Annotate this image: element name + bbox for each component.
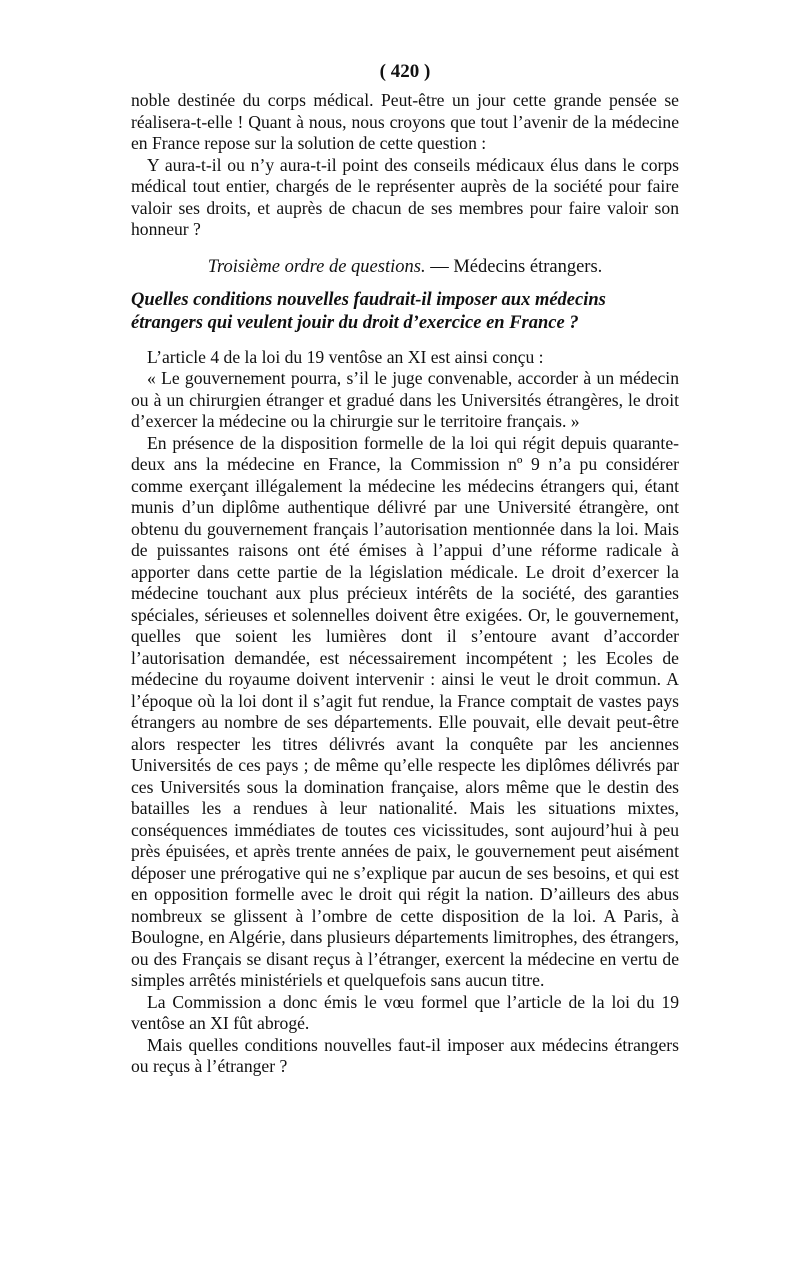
- paragraph-article-intro: L’article 4 de la loi du 19 ventôse an XI est ainsi conçu :: [147, 346, 544, 367]
- section-heading-label: Troisième ordre de questions.: [207, 256, 426, 277]
- section-heading: [131, 255, 679, 279]
- page-number: ( 420 ): [379, 61, 431, 82]
- section-heading-separator: —: [425, 256, 454, 277]
- paragraph-commission-discussion: En présence de la disposition formelle de la loi qui régit depuis quarante-deux ans la médecine en France, la Commission nº 9 n’a pu considérer comme exerçant illégalement la médecine les médecins étrangers qui, étant munis d’un diplôme authentique délivré par une Université étrangère, ont obtenu du gouvernement français l’autorisation mentionnée dans la loi. Mais de puissantes raisons ont été émises à l’appui d’une réforme radicale à apporter dans cette partie de la législation médicale. Le droit d’exercer la médecine touchant aux plus précieux intérêts de la société, des garanties spéciales, sérieuses et solennelles doivent être exigées. Or, le gouvernement, quelles que soient les lumières dont il s’entoure avant d’accorder l’autorisation demandée, est nécessairement incompétent ; les Ecoles de médecine du royaume doivent intervenir : ainsi le veut le droit commun. A l’époque où la loi dont il s’agit fut rendue, la France comptait de vastes pays étrangers au nombre de ses départements. Elle pouvait, elle devait peut-être alors respecter les titres délivrés avant la conquête par les anciennes Universités de ces pays ; de même qu’elle respecte les diplômes délivrés par ces Universités sous la domination française, alors même que le destin des batailles les a rendues à leur nationalité. Mais les situations mixtes, conséquences immédiates de toutes ces vicissitudes, sont aujourd’hui à peu près épuisées, et après trente années de paix, le gouvernement peut aisément déposer une prérogative qui ne s’explique par aucun de ses besoins, et qui est en opposition formelle avec le droit qui régit la nation. D’ailleurs des abus nombreux se glissent à l’ombre de cette disposition de la loi. A Paris, à Boulogne, en Algérie, dans plusieurs départements limitrophes, des étrangers, ou des Français se disant reçus à l’étranger, exercent la médecine en vertu de simples arrêtés ministériels et quelquefois sans aucun titre.: [131, 432, 679, 990]
- book-page: [131, 58, 679, 1078]
- paragraph-continuation: noble destinée du corps médical. Peut-être un jour cette grande pensée se réalisera-t-elle ! Quant à nous, nous croyons que tout l’avenir de la médecine en France repose sur la solution de cette question :: [131, 90, 679, 153]
- paragraph-commission-wish: La Commission a donc émis le vœu formel que l’article de la loi du 19 ventôse an XI fût abrogé.: [131, 991, 679, 1033]
- section-heading-topic: Médecins étrangers.: [453, 256, 603, 277]
- question-heading: Quelles conditions nouvelles faudrait-il imposer aux médecins étrangers qui veulent jouir du droit d’exercice en France ?: [131, 289, 606, 333]
- paragraph-article-quote: « Le gouvernement pourra, s’il le juge convenable, accorder à un médecin ou à un chirurgien étranger et gradué dans les Universités étrangères, le droit d’exercer la médecine ou la chirurgie sur le territoire français. »: [131, 368, 679, 431]
- paragraph-closing-question: Mais quelles conditions nouvelles faut-il imposer aux médecins étrangers ou reçus à l’étranger ?: [131, 1034, 679, 1076]
- paragraph-question-councils: Y aura-t-il ou n’y aura-t-il point des conseils médicaux élus dans le corps médical tout entier, chargés de le représenter auprès de la société pour faire valoir ses droits, et auprès de chacun de ses membres pour faire valoir son honneur ?: [131, 154, 679, 239]
